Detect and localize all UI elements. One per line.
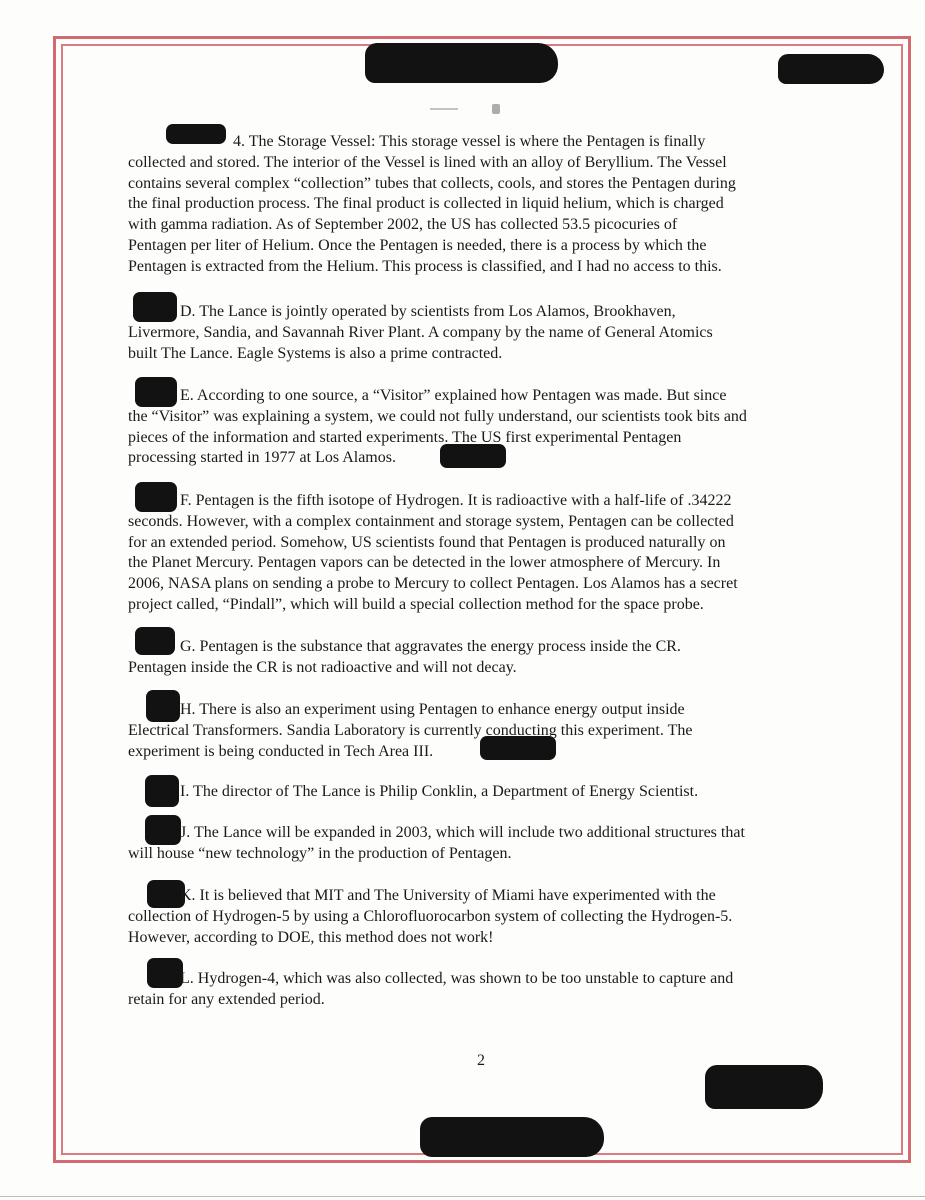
paragraph-H bbox=[128, 700, 840, 762]
paragraph-D bbox=[128, 302, 840, 364]
text-line: H. There is also an experiment using Pentagen to enhance energy output inside bbox=[180, 701, 685, 718]
text-line: Livermore, Sandia, and Savannah River Plant. A company by the name of General Atomics bbox=[128, 323, 713, 341]
paragraph-J bbox=[128, 823, 840, 865]
text-line: seconds. However, with a complex containment and storage system, Pentagen can be collected bbox=[128, 512, 734, 530]
text-line: J. The Lance will be expanded in 2003, which will include two additional structures that bbox=[180, 824, 745, 841]
text-line: 4. The Storage Vessel: This storage vessel is where the Pentagen is finally bbox=[233, 133, 706, 150]
scan-smudge bbox=[492, 104, 500, 114]
text-line: F. Pentagen is the fifth isotope of Hydrogen. It is radioactive with a half-life of .34222 bbox=[180, 492, 732, 509]
paragraph-F bbox=[128, 491, 840, 616]
text-line: with gamma radiation. As of September 2002, the US has collected 53.5 picocuries of bbox=[128, 216, 678, 234]
redaction-footer-center bbox=[420, 1117, 604, 1157]
text-line: K. It is believed that MIT and The University of Miami have experimented with the bbox=[180, 887, 716, 904]
text-line: 2006, NASA plans on sending a probe to Mercury to collect Pentagen. Los Alamos has a secret bbox=[128, 575, 738, 593]
paragraph-L bbox=[128, 969, 840, 1011]
paragraph-I bbox=[128, 782, 840, 803]
text-line: D. The Lance is jointly operated by scientists from Los Alamos, Brookhaven, bbox=[180, 303, 676, 320]
text-line: Pentagen per liter of Helium. Once the Pentagen is needed, there is a process by which the bbox=[128, 236, 707, 254]
text-line: project called, “Pindall”, which will build a special collection method for the space probe. bbox=[128, 595, 704, 613]
text-line: E. According to one source, a “Visitor” explained how Pentagen was made. But since bbox=[180, 387, 727, 404]
text-line: I. The director of The Lance is Philip Conklin, a Department of Energy Scientist. bbox=[180, 783, 699, 800]
text-line: L. Hydrogen-4, which was also collected, was shown to be too unstable to capture and bbox=[180, 970, 734, 987]
text-line: Pentagen is extracted from the Helium. This process is classified, and I had no access to this. bbox=[128, 257, 722, 275]
text-line: However, according to DOE, this method does not work! bbox=[128, 928, 494, 946]
text-line: will house “new technology” in the production of Pentagen. bbox=[128, 844, 512, 862]
paragraph-G bbox=[128, 637, 840, 679]
redaction-footer-right bbox=[705, 1065, 823, 1109]
text-line: built The Lance. Eagle Systems is also a prime contracted. bbox=[128, 344, 503, 362]
text-line: collected and stored. The interior of the Vessel is lined with an alloy of Beryllium. The Vessel bbox=[128, 153, 727, 171]
scan-smudge bbox=[430, 108, 458, 110]
page-number: 2 bbox=[477, 1052, 485, 1069]
redaction-header-right bbox=[778, 54, 884, 84]
paragraph-4 bbox=[128, 132, 840, 278]
text-line: for an extended period. Somehow, US scientists found that Pentagen is produced naturally on bbox=[128, 533, 726, 551]
text-line: the Planet Mercury. Pentagen vapors can be detected in the lower atmosphere of Mercury. In bbox=[128, 554, 721, 572]
text-line: Electrical Transformers. Sandia Laboratory is currently conducting this experiment. The bbox=[128, 721, 693, 739]
text-line: the final production process. The final product is collected in liquid helium, which is charged bbox=[128, 195, 724, 213]
text-line: the “Visitor” was explaining a system, we could not fully understand, our scientists took bits and bbox=[128, 407, 747, 425]
text-line: contains several complex “collection” tubes that collects, cools, and stores the Pentagen during bbox=[128, 174, 736, 192]
text-line: pieces of the information and started experiments. The US first experimental Pentagen bbox=[128, 428, 682, 446]
text-line: G. Pentagen is the substance that aggravates the energy process inside the CR. bbox=[180, 638, 681, 655]
text-line: collection of Hydrogen-5 by using a Chlorofluorocarbon system of collecting the Hydrogen-5. bbox=[128, 907, 733, 925]
text-line: Pentagen inside the CR is not radioactive and will not decay. bbox=[128, 658, 517, 676]
scan-edge bbox=[0, 1196, 925, 1197]
text-line: processing started in 1977 at Los Alamos. bbox=[128, 449, 396, 467]
text-line: retain for any extended period. bbox=[128, 990, 325, 1008]
paragraph-K bbox=[128, 886, 840, 948]
text-line: experiment is being conducted in Tech Area III. bbox=[128, 742, 434, 760]
redaction-header-center bbox=[365, 43, 558, 83]
paragraph-E bbox=[128, 386, 840, 469]
